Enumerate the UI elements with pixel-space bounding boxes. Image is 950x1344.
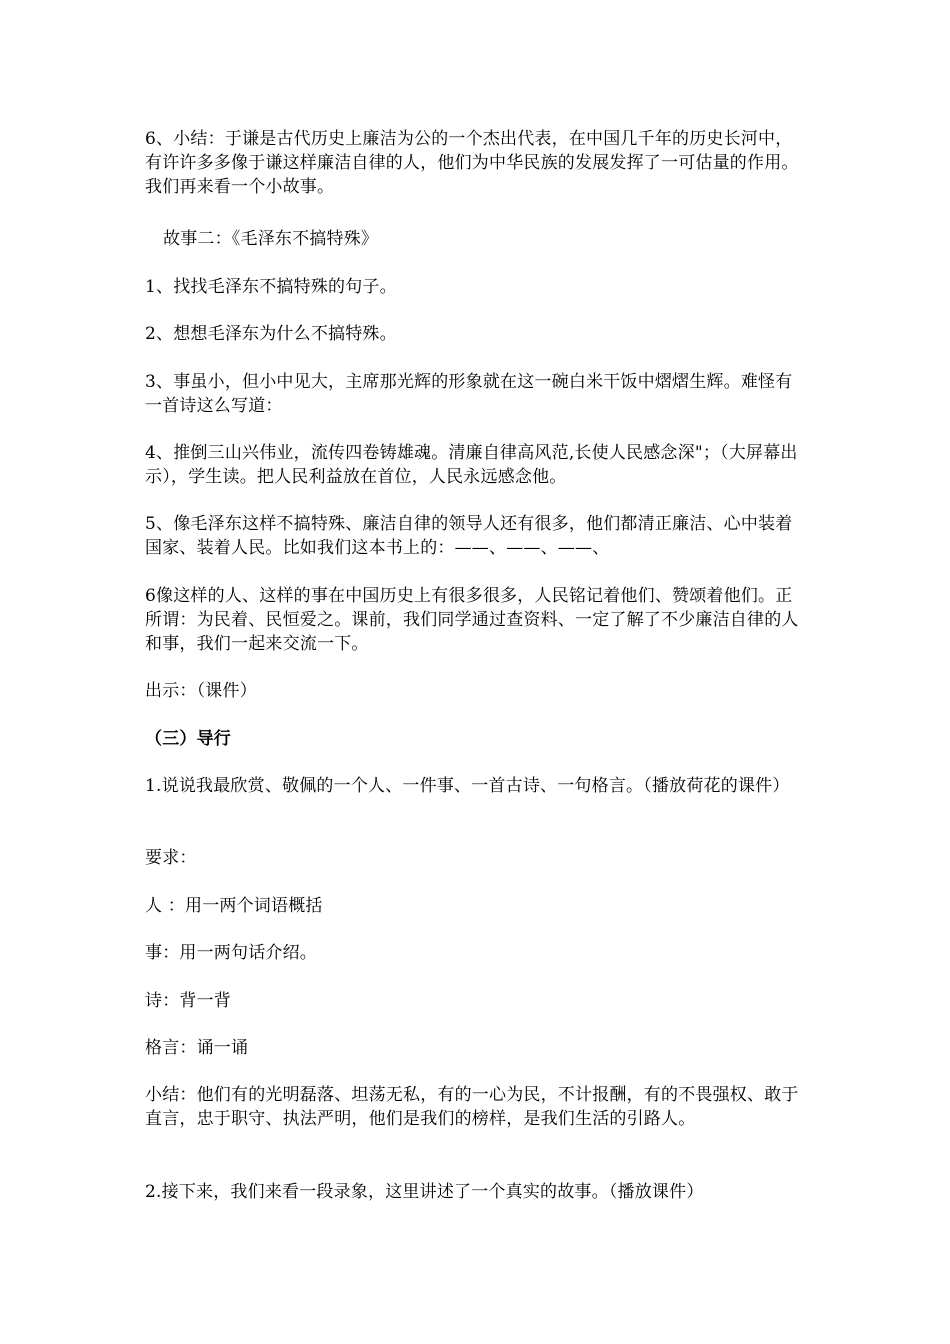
paragraph-item-1: 1、找找毛泽东不搞特殊的句子。: [145, 277, 397, 297]
paragraph-item-2: 2、想想毛泽东为什么不搞特殊。: [145, 324, 397, 344]
paragraph-show-courseware: 出示：（课件）: [145, 681, 257, 701]
paragraph-summary-role-models: 小结：他们有的光明磊落、坦荡无私，有的一心为民，不计报酬，有的不畏强权、敢于直言，忠于职守、执法严明，他们是我们的榜样，是我们生活的引路人。: [145, 1085, 799, 1129]
paragraph-req-poem: 诗：背一背: [145, 991, 231, 1011]
paragraph-req-person: 人 ：用一两个词语概括: [145, 896, 323, 916]
paragraph-guidance-2: 2.接下来，我们来看一段录象，这里讲述了一个真实的故事。（播放课件）: [145, 1182, 704, 1202]
section-heading-guidance: （三）导行: [145, 729, 231, 749]
paragraph-item-3: 3、事虽小，但小中见大，主席那光辉的形象就在这一碗白米干饭中熠熠生辉。难怪有一首诗这么写道：: [145, 372, 793, 416]
paragraph-item-6: 6像这样的人、这样的事在中国历史上有很多很多，人民铭记着他们、赞颂着他们。正所谓：为民着、民恒爱之。课前，我们同学通过查资料、一定了解了不少廉洁自律的人和事，我们一起来交流一下。: [145, 586, 799, 654]
paragraph-guidance-1: 1.说说我最欣赏、敬佩的一个人、一件事、一首古诗、一句格言。（播放荷花的课件）: [145, 776, 790, 796]
paragraph-item-5: 5、像毛泽东这样不搞特殊、廉洁自律的领导人还有很多，他们都清正廉洁、心中装着国家、装着人民。比如我们这本书上的：——、——、——、: [145, 514, 793, 558]
paragraph-req-event: 事：用一两句话介绍。: [145, 943, 317, 963]
paragraph-story-two-title: 故事二：《毛泽东不搞特殊》: [163, 229, 379, 249]
paragraph-summary-yuqian: 6、小结：于谦是古代历史上廉洁为公的一个杰出代表，在中国几千年的历史长河中，有许许多多像于谦这样廉洁自律的人，他们为中华民族的发展发挥了一可估量的作用。我们再来看一个小故事。: [145, 129, 799, 197]
paragraph-requirements: 要求：: [145, 848, 197, 868]
paragraph-req-motto: 格言：诵一诵: [145, 1038, 249, 1058]
paragraph-item-4: 4、推倒三山兴伟业，流传四卷铸雄魂。清廉自律高风范,长使人民感念深"；（大屏幕出示），学生读。把人民利益放在首位，人民永远感念他。: [145, 443, 798, 487]
